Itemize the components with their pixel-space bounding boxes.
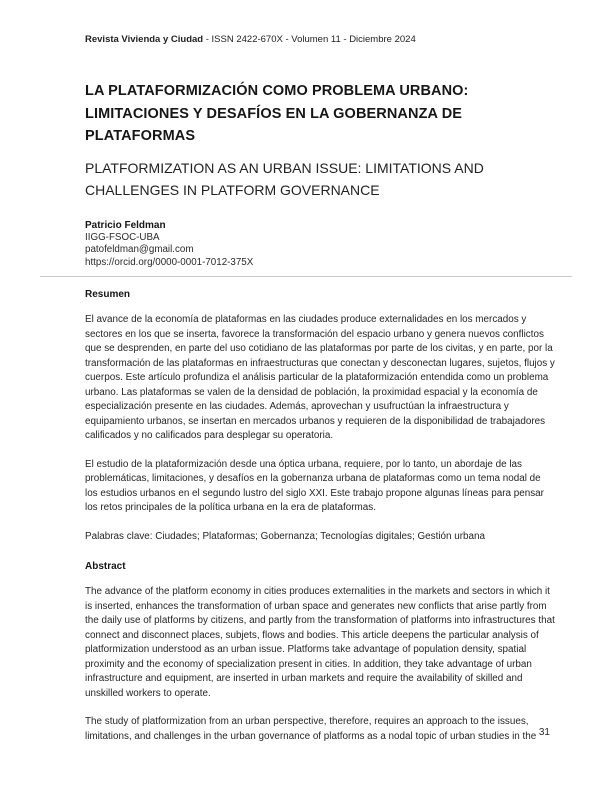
article-title-english: PLATFORMIZATION AS AN URBAN ISSUE: LIMITATIONS AND CHALLENGES IN PLATFORM GOVERNANCE <box>85 159 484 198</box>
author-email[interactable]: patofeldman@gmail.com <box>85 244 194 255</box>
keywords-spanish: Palabras clave: Ciudades; Plataformas; Gobernanza; Tecnologías digitales; Gestión urbana <box>85 530 485 542</box>
abstract-paragraph-1: The advance of the platform economy in cities produces externalities in the markets and sectors in which it is inserted, enhances the transformation of urban space and generates new conflicts that arise partly from the daily use of platforms by citizens, and partly from the transformation of platforms into infrastructures that connect and disconnect places, subjets, flows and bodies. This article deepens the particular analysis of platformization understood as an urban issue. Platforms take advantage of population density, spatial proximity and the economy of specialization present in cities. In addition, they take advantage of urban infrastructure and equipment, are inserted in urban markets and require the availability of skilled and unskilled workers to operate. <box>85 586 555 699</box>
running-header <box>85 34 555 46</box>
resumen-paragraph-1: El avance de la economía de plataformas en las ciudades produce externalidades en los mercados y sectores en los que se inserta, favorece la transformación del espacio urbano y genera nuevos conflictos que se desprenden, en parte del uso cotidiano de las plataformas por parte de los civitas, y en parte, por la transformación de las plataformas en infraestructuras que conectan y desconectan lugares, sujetos, flujos y cuerpos. Este artículo profundiza el análisis particular de la plataformización entendida como un problema urbano. Las plataformas se valen de la densidad de población, la proximidad espacial y la economía de especialización presente en las ciudades. Además, aprovechan y usufructúan la infraestructura y equipamiento urbanos, se insertan en mercados urbanos y requieren de la disponibilidad de trabajadores calificados y no calificados para desplegar su operatoria. <box>85 314 555 441</box>
author-orcid-link[interactable]: https://orcid.org/0000-0001-7012-375X <box>85 256 254 268</box>
author-affiliation: IIGG-FSOC-UBA <box>85 231 160 243</box>
article-title-spanish: LA PLATAFORMIZACIÓN COMO PROBLEMA URBANO: LIMITACIONES Y DESAFÍOS EN LA GOBERNANZA DE PLATAFORMAS <box>85 83 469 144</box>
page-number: 31 <box>538 727 550 738</box>
author-block <box>85 219 555 270</box>
issue-info: - ISSN 2422-670X - Volumen 11 - Diciembre 2024 <box>203 34 416 45</box>
resumen-paragraph-2: El estudio de la plataformización desde una óptica urbana, requiere, por lo tanto, un abordaje de las problemáticas, limitaciones, y desafíos en la gobernanza urbana de plataformas como un tema nodal de los estudios urbanos en el segundo lustro del siglo XXI. Este trabajo propone algunas líneas para pensar los retos principales de la política urbana en la era de plataformas. <box>85 458 544 513</box>
resumen-heading: Resumen <box>85 289 131 300</box>
journal-name: Revista Vivienda y Ciudad <box>85 34 204 45</box>
author-name: Patricio Feldman <box>85 219 166 231</box>
abstract-paragraph-2: The study of platformization from an urban perspective, therefore, requires an approach to the issues, limitations, and challenges in the urban governance of platforms as a nodal topic of urban studies in the <box>85 716 537 742</box>
header-divider <box>40 276 572 277</box>
abstract-heading: Abstract <box>85 561 126 572</box>
